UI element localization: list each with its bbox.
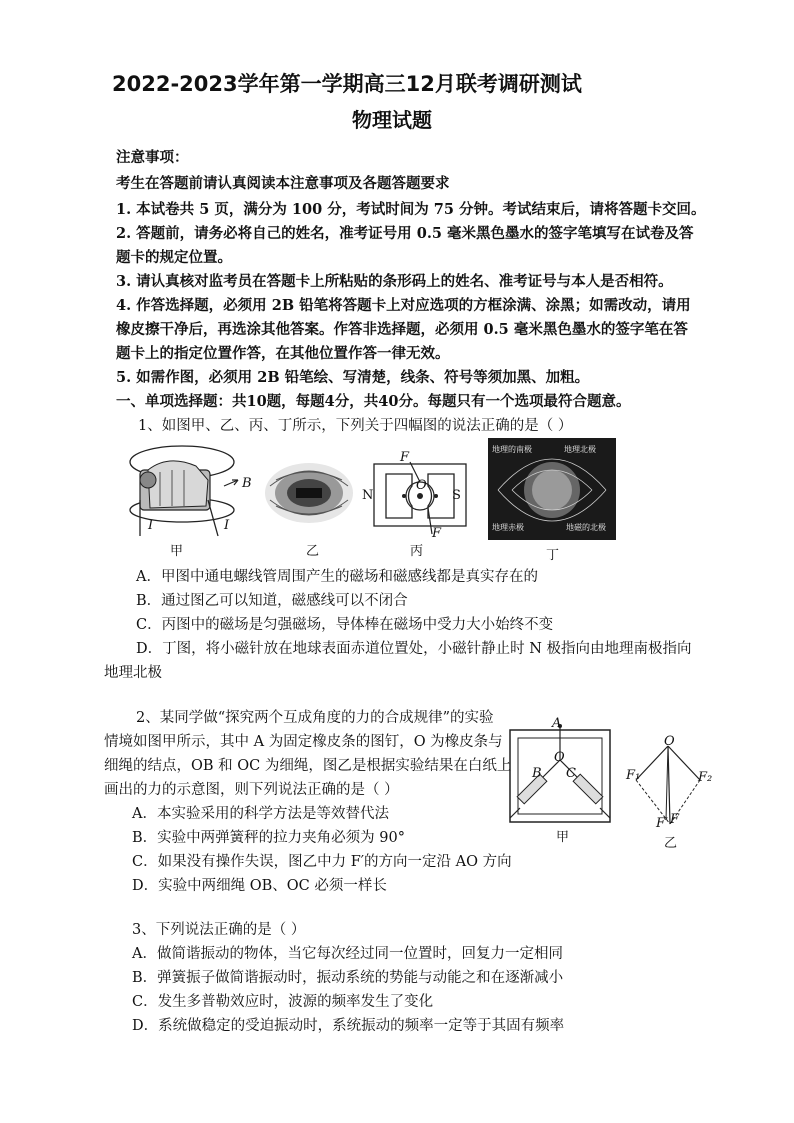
q1-option-d: D．丁图，将小磁针放在地球表面赤道位置处，小磁针静止时 N 极指向由地理南极指向 bbox=[136, 641, 692, 657]
caption-bing: 丙 bbox=[410, 544, 424, 559]
q2-option-c: C．如果没有操作失误，图乙中力 F′的方向一定沿 AO 方向 bbox=[132, 854, 512, 870]
question-1-stem: 1、如图甲、乙、丙、丁所示，下列关于四幅图的说法正确的是（ ） bbox=[138, 418, 573, 434]
figure-force-diagram bbox=[620, 740, 716, 836]
question-3-stem: 3、下列说法正确的是（ ） bbox=[132, 922, 306, 938]
q2-option-d: D．实验中两细绳 OB、OC 必须一样长 bbox=[132, 878, 387, 894]
notice-line: 橡皮擦干净后，再选涂其他答案。作答非选择题，必须用 0.5 毫米黑色墨水的签字笔在答 bbox=[116, 321, 688, 338]
q2-option-a: A．本实验采用的科学方法是等效替代法 bbox=[132, 806, 389, 822]
q1-option-a: A．甲图中通电螺线管周围产生的磁场和磁感线都是真实存在的 bbox=[136, 569, 538, 585]
caption-yi-2: 乙 bbox=[664, 836, 678, 851]
label-F: F bbox=[400, 450, 410, 465]
label-F1: F₁ bbox=[626, 768, 641, 783]
page-title: 2022-2023学年第一学期高三12月联考调研测试 bbox=[112, 72, 582, 96]
notice-line: 题卡的规定位置。 bbox=[116, 249, 232, 266]
q1-option-b: B．通过图乙可以知道，磁感线可以不闭合 bbox=[136, 593, 408, 609]
section-heading: 一、单项选择题：共10题，每题4分，共40分。每题只有一个选项最符合题意。 bbox=[116, 393, 631, 410]
label-B: B bbox=[242, 476, 252, 491]
figure-iron-filings bbox=[262, 456, 356, 530]
caption-yi: 乙 bbox=[306, 544, 320, 559]
question-2-stem-line: 画出的力的示意图，则下列说法正确的是（ ） bbox=[104, 782, 399, 798]
notice-line: 5. 如需作图，必须用 2B 铅笔绘、写清楚，线条、符号等须加黑、加粗。 bbox=[116, 369, 590, 386]
label-geo-north: 地理北极 bbox=[564, 445, 596, 454]
page-subtitle: 物理试题 bbox=[352, 108, 432, 132]
caption-jia-2: 甲 bbox=[556, 830, 570, 845]
q3-option-c: C．发生多普勒效应时，波源的频率发生了变化 bbox=[132, 994, 434, 1010]
figure-force-experiment bbox=[506, 720, 616, 840]
q2-option-b: B．实验中两弹簧秤的拉力夹角必须为 90° bbox=[132, 830, 405, 846]
notice-line: 3. 请认真核对监考员在答题卡上所粘贴的条形码上的姓名、准考证号与本人是否相符。 bbox=[116, 273, 673, 290]
label-F: F bbox=[432, 526, 442, 541]
label-Fprime: F′ bbox=[656, 816, 668, 831]
caption-jia: 甲 bbox=[170, 544, 184, 559]
label-geo-equator: 地理赤极 bbox=[492, 523, 524, 532]
label-I: I bbox=[224, 518, 230, 533]
label-B: B bbox=[532, 766, 542, 781]
notice-line: 1. 本试卷共 5 页，满分为 100 分，考试时间为 75 分钟。考试结束后，请将答题卡交回。 bbox=[116, 201, 706, 218]
caption-ding: 丁 bbox=[546, 548, 560, 563]
question-2-stem-line: 细绳的结点，OB 和 OC 为细绳，图乙是根据实验结果在白纸上 bbox=[104, 758, 512, 774]
notice-line: 题卡上的指定位置作答，在其他位置作答一律无效。 bbox=[116, 345, 450, 362]
notice-line: 2. 答题前，请务必将自己的姓名，准考证号用 0.5 毫米黑色墨水的签字笔填写在试卷及答 bbox=[116, 225, 694, 242]
notice-intro: 考生在答题前请认真阅读本注意事项及各题答题要求 bbox=[116, 175, 450, 192]
label-geo-south: 地理的南极 bbox=[492, 445, 532, 454]
label-A: A bbox=[552, 716, 562, 731]
label-N: N bbox=[362, 488, 374, 503]
label-S: S bbox=[452, 488, 461, 503]
notice-heading: 注意事项： bbox=[116, 149, 189, 166]
label-O: O bbox=[554, 750, 565, 765]
label-C: C bbox=[566, 766, 576, 781]
label-O: O bbox=[416, 478, 427, 493]
label-F: F bbox=[670, 812, 680, 827]
label-I: I bbox=[148, 518, 154, 533]
q3-option-d: D．系统做稳定的受迫振动时，系统振动的频率一定等于其固有频率 bbox=[132, 1018, 565, 1034]
q3-option-b: B．弹簧振子做简谐振动时，振动系统的势能与动能之和在逐渐减小 bbox=[132, 970, 564, 986]
figure-earth-magnetic-photo bbox=[488, 438, 616, 540]
label-mag-north: 地磁的北极 bbox=[566, 523, 606, 532]
q1-option-c: C．丙图中的磁场是匀强磁场，导体棒在磁场中受力大小始终不变 bbox=[136, 617, 554, 633]
question-2-stem-line: 情境如图甲所示，其中 A 为固定橡皮条的图钉，O 为橡皮条与 bbox=[104, 734, 503, 750]
label-O2: O bbox=[664, 734, 675, 749]
notice-line: 4. 作答选择题，必须用 2B 铅笔将答题卡上对应选项的方框涂满、涂黑；如需改动，请用 bbox=[116, 297, 691, 314]
q3-option-a: A．做简谐振动的物体，当它每次经过同一位置时，回复力一定相同 bbox=[132, 946, 563, 962]
question-2-stem-line: 2、某同学做“探究两个互成角度的力的合成规律”的实验 bbox=[136, 710, 494, 726]
q1-option-d-cont: 地理北极 bbox=[104, 665, 162, 681]
label-F2: F₂ bbox=[698, 770, 713, 785]
